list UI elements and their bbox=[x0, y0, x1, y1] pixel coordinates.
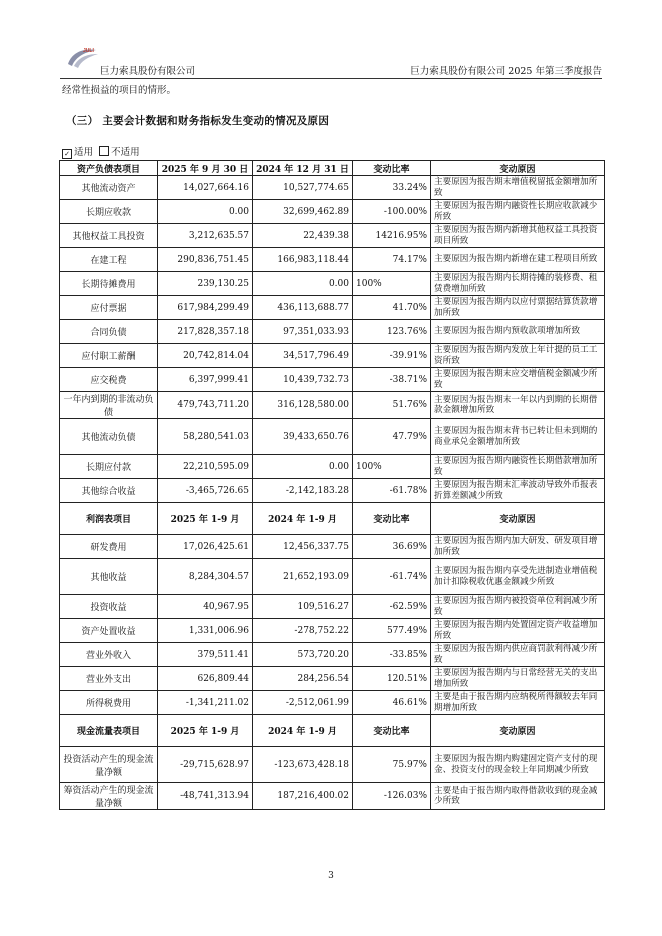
cell-reason: 主要原因为报告期内购建固定资产支付的现金、投资支付的现金较上年同期减少所致 bbox=[431, 747, 605, 783]
table-row bbox=[60, 224, 605, 248]
table-row bbox=[60, 200, 605, 224]
cell-reason: 主要原因为报告期内长期待摊的装修费、租赁费增加所致 bbox=[431, 272, 605, 296]
cell-reason: 主要原因为报告期内处置固定资产收益增加所致 bbox=[431, 619, 605, 643]
cell-reason: 主要原因为报告期内享受先进制造业增值税加计扣除税收优惠金额减少所致 bbox=[431, 559, 605, 595]
cell-prior: 22,439.38 bbox=[253, 224, 353, 248]
cell-prior: 32,699,462.89 bbox=[253, 200, 353, 224]
table-row bbox=[60, 272, 605, 296]
cell-item: 长期待摊费用 bbox=[60, 272, 158, 296]
cell-item: 其他流动资产 bbox=[60, 176, 158, 200]
cell-item: 其他权益工具投资 bbox=[60, 224, 158, 248]
table-row bbox=[60, 643, 605, 667]
table-row bbox=[60, 691, 605, 715]
not-applicable-label: 不适用 bbox=[111, 147, 140, 158]
cell-current: 290,836,751.45 bbox=[158, 248, 253, 272]
table-row bbox=[60, 479, 605, 503]
income-statement-header-row bbox=[60, 503, 605, 535]
intro-text: 经常性损益的项目的情形。 bbox=[62, 85, 177, 96]
cell-prior: 10,439,732.73 bbox=[253, 368, 353, 392]
cell-prior: -2,142,183.28 bbox=[253, 479, 353, 503]
cell-reason: 主要原因为报告期内发放上年计提的员工工资所致 bbox=[431, 344, 605, 368]
cell-current: 617,984,299.49 bbox=[158, 296, 253, 320]
cell-reason: 主要原因为报告期内融资性长期应收款减少所致 bbox=[431, 200, 605, 224]
svg-text:JULI: JULI bbox=[83, 48, 94, 54]
header-report-title: 巨力索具股份有限公司 2025 年第三季度报告 bbox=[410, 66, 602, 77]
cell-prior: 166,983,118.44 bbox=[253, 248, 353, 272]
cell-ratio: -38.71% bbox=[353, 368, 431, 392]
cell-current: -3,465,726.65 bbox=[158, 479, 253, 503]
cell-ratio: 120.51% bbox=[353, 667, 431, 691]
cell-reason: 主要是由于报告期内应纳税所得额较去年同期增加所致 bbox=[431, 691, 605, 715]
cell-prior: 573,720.20 bbox=[253, 643, 353, 667]
cell-item: 应交税费 bbox=[60, 368, 158, 392]
table-row bbox=[60, 344, 605, 368]
cell-current: 58,280,541.03 bbox=[158, 419, 253, 455]
cell-item: 应付职工薪酬 bbox=[60, 344, 158, 368]
cell-prior: 12,456,337.75 bbox=[253, 535, 353, 559]
cell-reason: 主要是由于报告期内取得借款收到的现金减少所致 bbox=[431, 783, 605, 810]
cell-reason: 主要原因为报告期内新增在建工程项目所致 bbox=[431, 248, 605, 272]
cell-current: 17,026,425.61 bbox=[158, 535, 253, 559]
cell-item: 营业外收入 bbox=[60, 643, 158, 667]
cell-ratio: 51.76% bbox=[353, 392, 431, 419]
cash-flow-header-cell: 2025 年 1-9 月 bbox=[158, 715, 253, 747]
cell-current: 6,397,999.41 bbox=[158, 368, 253, 392]
cell-item: 筹资活动产生的现金流量净额 bbox=[60, 783, 158, 810]
cell-reason: 主要原因为报告期内融资性长期借款增加所致 bbox=[431, 455, 605, 479]
cell-prior: -2,512,061.99 bbox=[253, 691, 353, 715]
cell-prior: -278,752.22 bbox=[253, 619, 353, 643]
cell-ratio: 36.69% bbox=[353, 535, 431, 559]
cell-reason: 主要原因为报告期末增值税留抵金额增加所致 bbox=[431, 176, 605, 200]
cell-ratio: 33.24% bbox=[353, 176, 431, 200]
cell-item: 研发费用 bbox=[60, 535, 158, 559]
cell-reason: 主要原因为报告期内新增其他权益工具投资项目所致 bbox=[431, 224, 605, 248]
section-title: （三） 主要会计数据和财务指标发生变动的情况及原因 bbox=[66, 115, 330, 127]
cell-prior: -123,673,428.18 bbox=[253, 747, 353, 783]
cell-ratio: -100.00% bbox=[353, 200, 431, 224]
table-row bbox=[60, 296, 605, 320]
cell-current: -29,715,628.97 bbox=[158, 747, 253, 783]
cell-ratio: 47.79% bbox=[353, 419, 431, 455]
cell-current: 20,742,814.04 bbox=[158, 344, 253, 368]
cell-ratio: 46.61% bbox=[353, 691, 431, 715]
balance-sheet-header-cell: 2024 年 12 月 31 日 bbox=[253, 161, 353, 176]
cell-item: 所得税费用 bbox=[60, 691, 158, 715]
cell-reason: 主要原因为报告期内以应付票据结算货款增加所致 bbox=[431, 296, 605, 320]
header-company-name: 巨力索具股份有限公司 bbox=[100, 66, 196, 77]
cell-prior: 0.00 bbox=[253, 455, 353, 479]
income-statement-header-cell: 变动原因 bbox=[431, 503, 605, 535]
cell-prior: 436,113,688.77 bbox=[253, 296, 353, 320]
company-logo bbox=[66, 44, 100, 72]
cash-flow-header-row bbox=[60, 715, 605, 747]
table-row bbox=[60, 619, 605, 643]
cell-current: 3,212,635.57 bbox=[158, 224, 253, 248]
cell-prior: 284,256.54 bbox=[253, 667, 353, 691]
income-statement-header-cell: 变动比率 bbox=[353, 503, 431, 535]
cell-ratio: 75.97% bbox=[353, 747, 431, 783]
cell-ratio: 123.76% bbox=[353, 320, 431, 344]
balance-sheet-header-cell: 变动比率 bbox=[353, 161, 431, 176]
cell-current: 239,130.25 bbox=[158, 272, 253, 296]
income-statement-header-cell: 利润表项目 bbox=[60, 503, 158, 535]
cell-prior: 97,351,033.93 bbox=[253, 320, 353, 344]
cell-ratio: 14216.95% bbox=[353, 224, 431, 248]
cell-ratio: -33.85% bbox=[353, 643, 431, 667]
table-row bbox=[60, 667, 605, 691]
cell-item: 一年内到期的非流动负债 bbox=[60, 392, 158, 419]
applicable-checkbox-icon: ✓ bbox=[62, 149, 72, 159]
cell-reason: 主要原因为报告期内被投资单位利润减少所致 bbox=[431, 595, 605, 619]
cell-reason: 主要原因为报告期末汇率波动导致外币报表折算差额减少所致 bbox=[431, 479, 605, 503]
financial-changes-table-wrap bbox=[59, 160, 604, 810]
cell-ratio: -61.78% bbox=[353, 479, 431, 503]
applicable-label: 适用 bbox=[74, 147, 94, 158]
cell-reason: 主要原因为报告期内与日常经营无关的支出增加所致 bbox=[431, 667, 605, 691]
table-row bbox=[60, 419, 605, 455]
cell-ratio: 577.49% bbox=[353, 619, 431, 643]
cash-flow-header-cell: 变动比率 bbox=[353, 715, 431, 747]
not-applicable-checkbox-icon bbox=[99, 146, 109, 156]
cell-item: 在建工程 bbox=[60, 248, 158, 272]
financial-changes-table bbox=[59, 160, 605, 810]
cell-ratio: 100% bbox=[353, 272, 431, 296]
cell-reason: 主要原因为报告期末应交增值税金额减少所致 bbox=[431, 368, 605, 392]
cell-ratio: 100% bbox=[353, 455, 431, 479]
table-row bbox=[60, 747, 605, 783]
cell-ratio: 74.17% bbox=[353, 248, 431, 272]
cell-ratio: -39.91% bbox=[353, 344, 431, 368]
cell-current: 379,511.41 bbox=[158, 643, 253, 667]
cell-current: 626,809.44 bbox=[158, 667, 253, 691]
cell-prior: 187,216,400.02 bbox=[253, 783, 353, 810]
cell-reason: 主要原因为报告期末背书已转让但未到期的商业承兑金额增加所致 bbox=[431, 419, 605, 455]
cell-current: 22,210,595.09 bbox=[158, 455, 253, 479]
cell-reason: 主要原因为报告期内加大研发、研发项目增加所致 bbox=[431, 535, 605, 559]
cell-current: 14,027,664.16 bbox=[158, 176, 253, 200]
cell-ratio: -62.59% bbox=[353, 595, 431, 619]
cell-reason: 主要原因为报告期末一年以内到期的长期借款金额增加所致 bbox=[431, 392, 605, 419]
balance-sheet-header-row bbox=[60, 161, 605, 176]
cell-item: 应付票据 bbox=[60, 296, 158, 320]
cell-reason: 主要原因为报告期内供应商罚款利得减少所致 bbox=[431, 643, 605, 667]
cell-ratio: -126.03% bbox=[353, 783, 431, 810]
cell-prior: 21,652,193.09 bbox=[253, 559, 353, 595]
cell-current: -1,341,211.02 bbox=[158, 691, 253, 715]
cell-current: -48,741,313.94 bbox=[158, 783, 253, 810]
cell-current: 479,743,711.20 bbox=[158, 392, 253, 419]
table-row bbox=[60, 783, 605, 810]
cell-item: 其他综合收益 bbox=[60, 479, 158, 503]
balance-sheet-header-cell: 2025 年 9 月 30 日 bbox=[158, 161, 253, 176]
cash-flow-header-cell: 2024 年 1-9 月 bbox=[253, 715, 353, 747]
page-number: 3 bbox=[328, 871, 334, 881]
table-row bbox=[60, 176, 605, 200]
cell-current: 217,828,357.18 bbox=[158, 320, 253, 344]
cell-reason: 主要原因为报告期内预收款项增加所致 bbox=[431, 320, 605, 344]
cell-ratio: 41.70% bbox=[353, 296, 431, 320]
balance-sheet-header-cell: 资产负债表项目 bbox=[60, 161, 158, 176]
cell-prior: 39,433,650.76 bbox=[253, 419, 353, 455]
cell-item: 合同负债 bbox=[60, 320, 158, 344]
cell-prior: 316,128,580.00 bbox=[253, 392, 353, 419]
cash-flow-header-cell: 现金流量表项目 bbox=[60, 715, 158, 747]
cash-flow-header-cell: 变动原因 bbox=[431, 715, 605, 747]
income-statement-header-cell: 2024 年 1-9 月 bbox=[253, 503, 353, 535]
cell-prior: 0.00 bbox=[253, 272, 353, 296]
cell-item: 其他流动负债 bbox=[60, 419, 158, 455]
cell-current: 1,331,006.96 bbox=[158, 619, 253, 643]
cell-prior: 109,516.27 bbox=[253, 595, 353, 619]
cell-item: 长期应收款 bbox=[60, 200, 158, 224]
cell-item: 其他收益 bbox=[60, 559, 158, 595]
cell-prior: 10,527,774.65 bbox=[253, 176, 353, 200]
table-row bbox=[60, 559, 605, 595]
cell-current: 40,967.95 bbox=[158, 595, 253, 619]
cell-prior: 34,517,796.49 bbox=[253, 344, 353, 368]
cell-current: 0.00 bbox=[158, 200, 253, 224]
table-row bbox=[60, 535, 605, 559]
cell-item: 长期应付款 bbox=[60, 455, 158, 479]
cell-ratio: -61.74% bbox=[353, 559, 431, 595]
table-row bbox=[60, 392, 605, 419]
balance-sheet-header-cell: 变动原因 bbox=[431, 161, 605, 176]
table-row bbox=[60, 320, 605, 344]
applicability-line bbox=[62, 144, 140, 159]
cell-item: 投资收益 bbox=[60, 595, 158, 619]
cell-item: 营业外支出 bbox=[60, 667, 158, 691]
income-statement-header-cell: 2025 年 1-9 月 bbox=[158, 503, 253, 535]
table-row bbox=[60, 248, 605, 272]
cell-current: 8,284,304.57 bbox=[158, 559, 253, 595]
table-row bbox=[60, 595, 605, 619]
cell-item: 投资活动产生的现金流量净额 bbox=[60, 747, 158, 783]
cell-item: 资产处置收益 bbox=[60, 619, 158, 643]
page-header bbox=[60, 42, 602, 79]
table-row bbox=[60, 368, 605, 392]
table-row bbox=[60, 455, 605, 479]
